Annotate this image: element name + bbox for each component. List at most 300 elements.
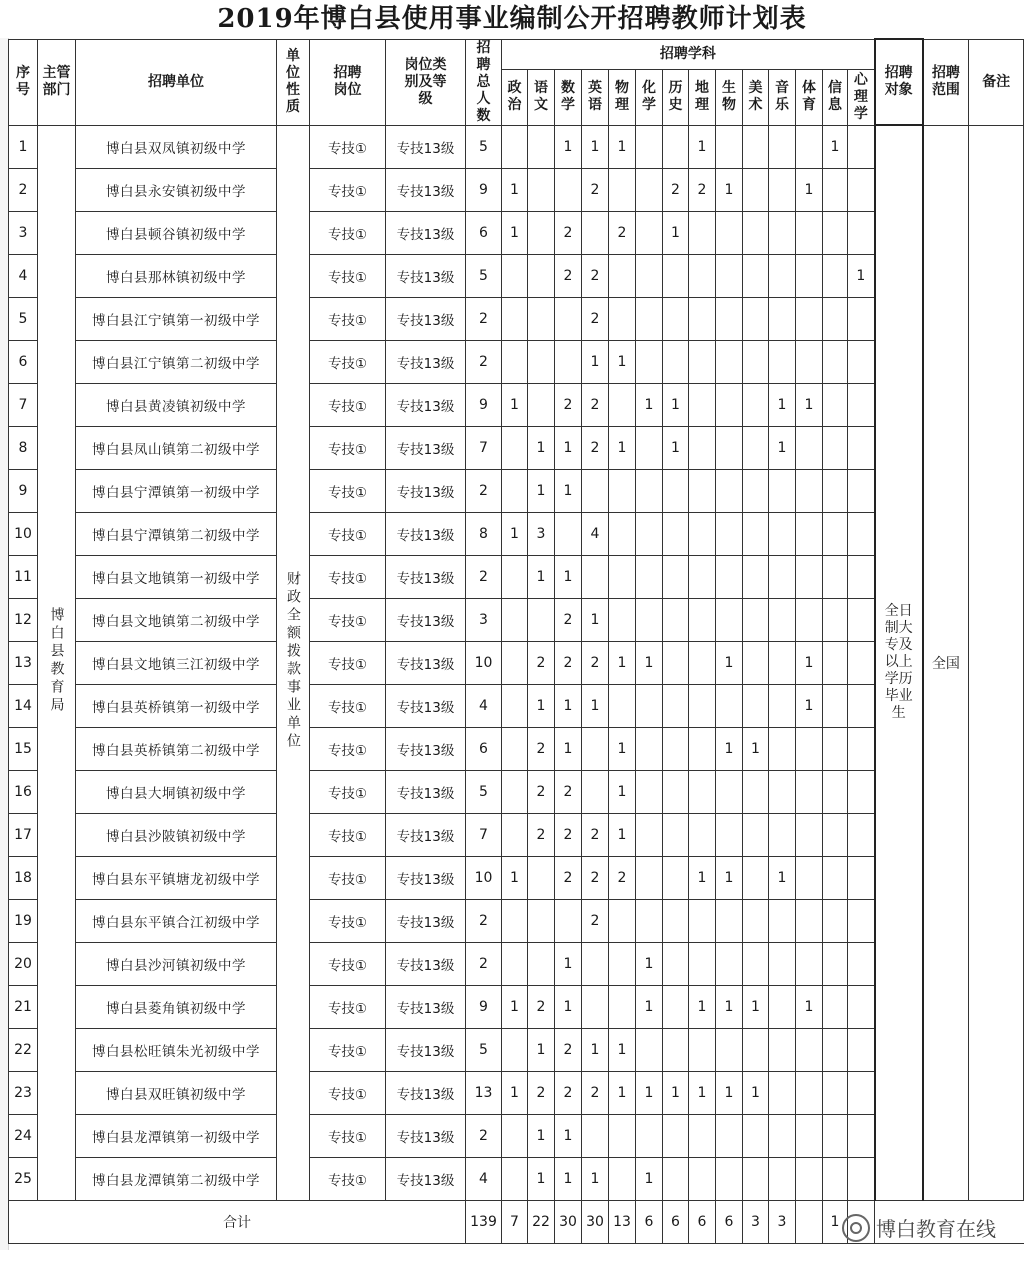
cell-total: 2 <box>466 297 502 340</box>
cell-subject-count <box>743 684 769 727</box>
cell-post: 专技① <box>310 469 386 512</box>
cell-subject-count: 2 <box>582 254 609 297</box>
cell-subject-count <box>823 899 848 942</box>
total-subject-count: 30 <box>555 1200 582 1243</box>
cell-unit: 博白县凤山镇第二初级中学 <box>76 426 277 469</box>
cell-unit: 博白县东平镇合江初级中学 <box>76 899 277 942</box>
cell-subject-count <box>502 555 528 598</box>
cell-subject-count: 1 <box>609 813 636 856</box>
cell-subject-count: 2 <box>555 1071 582 1114</box>
cell-subject-count: 1 <box>609 1028 636 1071</box>
cell-grade: 专技13级 <box>386 684 466 727</box>
cell-subject-count <box>769 168 796 211</box>
cell-seq: 1 <box>9 125 38 168</box>
cell-subject-count <box>769 899 796 942</box>
cell-subject-count: 1 <box>769 856 796 899</box>
cell-unit: 博白县沙陂镇初级中学 <box>76 813 277 856</box>
total-subject-count: 6 <box>689 1200 716 1243</box>
cell-subject-count <box>663 985 689 1028</box>
cell-dept: 博白县教育局 <box>38 125 76 1200</box>
cell-subject-count: 1 <box>636 1071 663 1114</box>
table-row <box>9 1114 1024 1157</box>
cell-subject-count: 1 <box>743 985 769 1028</box>
cell-subject-count <box>823 813 848 856</box>
cell-total: 5 <box>466 254 502 297</box>
cell-subject-count <box>823 469 848 512</box>
cell-subject-count <box>663 641 689 684</box>
cell-subject-count: 1 <box>636 641 663 684</box>
cell-subject-count <box>769 512 796 555</box>
cell-seq: 7 <box>9 383 38 426</box>
cell-subject-count <box>743 512 769 555</box>
cell-subject-count <box>663 727 689 770</box>
cell-subject-count <box>502 727 528 770</box>
cell-subject-count <box>689 1028 716 1071</box>
cell-subject-count <box>528 942 555 985</box>
cell-subject-count: 1 <box>663 211 689 254</box>
cell-subject-count <box>636 727 663 770</box>
total-subject-count <box>796 1200 823 1243</box>
cell-subject-count: 2 <box>582 168 609 211</box>
cell-subject-count <box>848 727 875 770</box>
cell-subject-count: 2 <box>582 426 609 469</box>
cell-subject-count: 1 <box>609 426 636 469</box>
cell-subject-count: 1 <box>609 340 636 383</box>
cell-subject-count <box>609 1157 636 1200</box>
cell-subject-count <box>663 469 689 512</box>
cell-post: 专技① <box>310 942 386 985</box>
cell-post: 专技① <box>310 340 386 383</box>
recruitment-plan-table <box>8 38 1020 1250</box>
cell-subject-count <box>769 813 796 856</box>
cell-seq: 6 <box>9 340 38 383</box>
cell-unit: 博白县文地镇第一初级中学 <box>76 555 277 598</box>
cell-subject-count: 1 <box>796 168 823 211</box>
cell-subject-count <box>716 899 743 942</box>
cell-post: 专技① <box>310 813 386 856</box>
cell-subject-count <box>609 297 636 340</box>
header-scope: 招聘范围 <box>923 39 969 125</box>
cell-subject-count <box>716 598 743 641</box>
header-subject: 地理 <box>689 70 716 125</box>
cell-subject-count: 1 <box>743 1071 769 1114</box>
cell-grade: 专技13级 <box>386 727 466 770</box>
total-subject-count: 6 <box>636 1200 663 1243</box>
cell-unit: 博白县宁潭镇第一初级中学 <box>76 469 277 512</box>
cell-total: 6 <box>466 727 502 770</box>
cell-subject-count <box>823 641 848 684</box>
header-subject: 体育 <box>796 70 823 125</box>
cell-subject-count <box>796 770 823 813</box>
cell-subject-count <box>716 297 743 340</box>
cell-post: 专技① <box>310 297 386 340</box>
cell-subject-count <box>743 899 769 942</box>
cell-subject-count <box>848 641 875 684</box>
total-subject-count: 3 <box>743 1200 769 1243</box>
cell-subject-count <box>716 1114 743 1157</box>
header-nature: 单位性质 <box>277 39 310 125</box>
cell-seq: 11 <box>9 555 38 598</box>
cell-subject-count <box>502 297 528 340</box>
total-subject-count: 3 <box>769 1200 796 1243</box>
cell-subject-count <box>609 254 636 297</box>
cell-subject-count <box>848 426 875 469</box>
cell-subject-count: 2 <box>528 813 555 856</box>
cell-grade: 专技13级 <box>386 211 466 254</box>
cell-subject-count <box>823 1028 848 1071</box>
cell-subject-count <box>636 297 663 340</box>
cell-subject-count <box>663 555 689 598</box>
cell-subject-count: 1 <box>528 1114 555 1157</box>
cell-subject-count: 2 <box>609 211 636 254</box>
cell-subject-count <box>716 512 743 555</box>
cell-subject-count <box>636 340 663 383</box>
cell-subject-count <box>502 813 528 856</box>
cell-subject-count <box>796 942 823 985</box>
cell-subject-count: 1 <box>555 727 582 770</box>
total-label: 合计 <box>9 1200 466 1243</box>
cell-subject-count <box>689 684 716 727</box>
cell-subject-count <box>848 1114 875 1157</box>
cell-unit: 博白县沙河镇初级中学 <box>76 942 277 985</box>
total-subject-count: 6 <box>716 1200 743 1243</box>
cell-subject-count: 1 <box>716 1071 743 1114</box>
cell-subject-count <box>663 598 689 641</box>
cell-subject-count <box>848 1028 875 1071</box>
cell-total: 10 <box>466 856 502 899</box>
cell-subject-count: 1 <box>502 985 528 1028</box>
cell-subject-count <box>502 641 528 684</box>
cell-subject-count <box>743 598 769 641</box>
cell-grade: 专技13级 <box>386 555 466 598</box>
cell-subject-count <box>769 1157 796 1200</box>
cell-total: 9 <box>466 985 502 1028</box>
cell-subject-count: 2 <box>582 383 609 426</box>
cell-subject-count <box>502 340 528 383</box>
cell-subject-count: 2 <box>555 856 582 899</box>
cell-subject-count <box>743 856 769 899</box>
table-row <box>9 340 1024 383</box>
cell-subject-count <box>636 512 663 555</box>
cell-grade: 专技13级 <box>386 942 466 985</box>
cell-subject-count <box>528 856 555 899</box>
cell-total: 2 <box>466 899 502 942</box>
cell-subject-count: 1 <box>528 469 555 512</box>
cell-subject-count <box>769 254 796 297</box>
cell-subject-count: 1 <box>555 555 582 598</box>
cell-subject-count <box>796 426 823 469</box>
cell-subject-count <box>823 1157 848 1200</box>
cell-post: 专技① <box>310 426 386 469</box>
cell-post: 专技① <box>310 1071 386 1114</box>
cell-subject-count: 1 <box>582 598 609 641</box>
cell-subject-count <box>636 899 663 942</box>
cell-post: 专技① <box>310 641 386 684</box>
cell-subject-count <box>769 942 796 985</box>
header-subject: 生物 <box>716 70 743 125</box>
cell-subject-count <box>636 1114 663 1157</box>
cell-subject-count <box>689 770 716 813</box>
cell-seq: 2 <box>9 168 38 211</box>
cell-grade: 专技13级 <box>386 254 466 297</box>
cell-subject-count <box>743 1157 769 1200</box>
cell-subject-count <box>823 426 848 469</box>
cell-subject-count <box>663 512 689 555</box>
cell-subject-count: 1 <box>663 1071 689 1114</box>
cell-subject-count <box>796 555 823 598</box>
total-subject-count: 6 <box>663 1200 689 1243</box>
cell-subject-count: 1 <box>555 469 582 512</box>
cell-subject-count: 1 <box>796 383 823 426</box>
cell-subject-count <box>848 1157 875 1200</box>
cell-subject-count <box>555 168 582 211</box>
cell-subject-count <box>528 254 555 297</box>
cell-subject-count <box>636 684 663 727</box>
cell-subject-count <box>716 770 743 813</box>
cell-grade: 专技13级 <box>386 770 466 813</box>
cell-subject-count <box>823 856 848 899</box>
cell-grade: 专技13级 <box>386 899 466 942</box>
cell-subject-count <box>743 641 769 684</box>
table-row <box>9 297 1024 340</box>
cell-subject-count <box>769 641 796 684</box>
cell-remark <box>969 125 1024 1200</box>
cell-subject-count <box>743 383 769 426</box>
cell-subject-count: 1 <box>502 512 528 555</box>
cell-subject-count: 1 <box>528 684 555 727</box>
cell-subject-count <box>528 598 555 641</box>
cell-seq: 20 <box>9 942 38 985</box>
cell-subject-count <box>663 770 689 813</box>
cell-unit: 博白县龙潭镇第二初级中学 <box>76 1157 277 1200</box>
cell-subject-count: 2 <box>689 168 716 211</box>
cell-total: 7 <box>466 813 502 856</box>
table-row <box>9 856 1024 899</box>
header-subject: 心理学 <box>848 70 875 125</box>
cell-post: 专技① <box>310 985 386 1028</box>
cell-subject-count: 4 <box>582 512 609 555</box>
cell-subject-count <box>823 684 848 727</box>
cell-subject-count <box>636 211 663 254</box>
cell-subject-count <box>796 125 823 168</box>
cell-subject-count: 2 <box>528 641 555 684</box>
cell-subject-count <box>716 211 743 254</box>
table-row <box>9 211 1024 254</box>
header-subject: 化学 <box>636 70 663 125</box>
cell-subject-count: 2 <box>609 856 636 899</box>
table-row <box>9 899 1024 942</box>
cell-grade: 专技13级 <box>386 340 466 383</box>
cell-unit: 博白县那林镇初级中学 <box>76 254 277 297</box>
cell-total: 2 <box>466 555 502 598</box>
cell-total: 9 <box>466 168 502 211</box>
cell-subject-count: 2 <box>555 770 582 813</box>
cell-subject-count: 1 <box>823 125 848 168</box>
cell-subject-count <box>502 684 528 727</box>
cell-unit: 博白县宁潭镇第二初级中学 <box>76 512 277 555</box>
cell-unit: 博白县英桥镇第一初级中学 <box>76 684 277 727</box>
cell-subject-count <box>689 340 716 383</box>
header-subjects-group: 招聘学科 <box>502 39 875 70</box>
cell-unit: 博白县大垌镇初级中学 <box>76 770 277 813</box>
cell-subject-count: 1 <box>716 985 743 1028</box>
cell-subject-count <box>689 555 716 598</box>
cell-seq: 12 <box>9 598 38 641</box>
cell-subject-count <box>528 125 555 168</box>
cell-subject-count: 3 <box>528 512 555 555</box>
cell-subject-count: 1 <box>502 383 528 426</box>
table-row <box>9 641 1024 684</box>
cell-subject-count: 1 <box>636 942 663 985</box>
header-subject: 数学 <box>555 70 582 125</box>
table-row <box>9 555 1024 598</box>
cell-seq: 3 <box>9 211 38 254</box>
cell-subject-count <box>769 684 796 727</box>
cell-subject-count: 2 <box>555 641 582 684</box>
cell-subject-count <box>848 813 875 856</box>
cell-subject-count: 1 <box>689 125 716 168</box>
cell-subject-count <box>716 340 743 383</box>
cell-subject-count: 1 <box>502 168 528 211</box>
cell-subject-count <box>636 856 663 899</box>
cell-grade: 专技13级 <box>386 641 466 684</box>
cell-subject-count <box>716 426 743 469</box>
watermark-text: 博白教育在线 <box>876 1217 996 1241</box>
cell-post: 专技① <box>310 383 386 426</box>
cell-unit: 博白县菱角镇初级中学 <box>76 985 277 1028</box>
cell-subject-count: 1 <box>502 1071 528 1114</box>
cell-subject-count <box>796 297 823 340</box>
cell-subject-count <box>823 168 848 211</box>
total-subject-count: 30 <box>582 1200 609 1243</box>
cell-subject-count <box>609 555 636 598</box>
cell-subject-count: 1 <box>796 985 823 1028</box>
cell-seq: 21 <box>9 985 38 1028</box>
table-row <box>9 254 1024 297</box>
cell-subject-count: 2 <box>582 813 609 856</box>
cell-subject-count <box>769 340 796 383</box>
cell-subject-count: 1 <box>663 426 689 469</box>
cell-subject-count <box>716 1157 743 1200</box>
cell-subject-count <box>528 899 555 942</box>
cell-total: 5 <box>466 770 502 813</box>
cell-subject-count <box>796 899 823 942</box>
cell-subject-count <box>689 813 716 856</box>
cell-grade: 专技13级 <box>386 598 466 641</box>
cell-subject-count <box>689 899 716 942</box>
cell-subject-count <box>743 168 769 211</box>
cell-subject-count <box>823 1114 848 1157</box>
cell-post: 专技① <box>310 1114 386 1157</box>
header-unit: 招聘单位 <box>76 39 277 125</box>
cell-subject-count <box>689 598 716 641</box>
cell-unit: 博白县松旺镇朱光初级中学 <box>76 1028 277 1071</box>
cell-post: 专技① <box>310 598 386 641</box>
header-post: 招聘岗位 <box>310 39 386 125</box>
cell-subject-count <box>848 1071 875 1114</box>
cell-subject-count: 2 <box>582 1071 609 1114</box>
cell-subject-count <box>796 211 823 254</box>
cell-subject-count <box>769 211 796 254</box>
cell-seq: 23 <box>9 1071 38 1114</box>
cell-subject-count <box>502 598 528 641</box>
table-row <box>9 125 1024 168</box>
total-subject-count: 13 <box>609 1200 636 1243</box>
cell-subject-count <box>636 1028 663 1071</box>
cell-subject-count <box>743 426 769 469</box>
cell-total: 13 <box>466 1071 502 1114</box>
total-subject-count: 1 <box>823 1200 848 1243</box>
cell-subject-count <box>636 598 663 641</box>
cell-subject-count <box>796 727 823 770</box>
cell-unit: 博白县顿谷镇初级中学 <box>76 211 277 254</box>
cell-subject-count <box>609 469 636 512</box>
cell-subject-count <box>663 1028 689 1071</box>
cell-subject-count <box>582 211 609 254</box>
cell-subject-count <box>716 383 743 426</box>
cell-subject-count: 2 <box>555 383 582 426</box>
cell-subject-count <box>582 555 609 598</box>
cell-subject-count <box>848 512 875 555</box>
cell-subject-count <box>848 125 875 168</box>
cell-subject-count <box>636 426 663 469</box>
cell-subject-count: 1 <box>528 426 555 469</box>
cell-subject-count <box>769 125 796 168</box>
cell-subject-count: 2 <box>555 813 582 856</box>
cell-seq: 9 <box>9 469 38 512</box>
cell-unit: 博白县双凤镇初级中学 <box>76 125 277 168</box>
cell-subject-count: 1 <box>689 985 716 1028</box>
header-grade: 岗位类别及等级 <box>386 39 466 125</box>
cell-grade: 专技13级 <box>386 1157 466 1200</box>
cell-seq: 22 <box>9 1028 38 1071</box>
cell-subject-count: 1 <box>582 125 609 168</box>
cell-subject-count: 1 <box>528 1028 555 1071</box>
cell-subject-count <box>848 340 875 383</box>
cell-subject-count <box>796 469 823 512</box>
cell-subject-count <box>769 1028 796 1071</box>
cell-subject-count: 1 <box>555 942 582 985</box>
cell-subject-count <box>796 254 823 297</box>
cell-subject-count <box>636 770 663 813</box>
cell-subject-count <box>796 1028 823 1071</box>
cell-grade: 专技13级 <box>386 1071 466 1114</box>
cell-target: 全日制大专及以上学历毕业生 <box>875 125 923 1200</box>
header-subject: 历史 <box>663 70 689 125</box>
cell-subject-count <box>663 1114 689 1157</box>
cell-post: 专技① <box>310 684 386 727</box>
cell-subject-count: 1 <box>609 770 636 813</box>
cell-subject-count <box>743 813 769 856</box>
cell-subject-count <box>689 512 716 555</box>
cell-subject-count <box>848 555 875 598</box>
cell-total: 5 <box>466 1028 502 1071</box>
cell-post: 专技① <box>310 770 386 813</box>
cell-total: 2 <box>466 942 502 985</box>
header-subject: 音乐 <box>769 70 796 125</box>
cell-total: 2 <box>466 340 502 383</box>
cell-subject-count <box>609 383 636 426</box>
cell-subject-count <box>848 856 875 899</box>
table-row <box>9 426 1024 469</box>
cell-subject-count <box>663 856 689 899</box>
cell-subject-count <box>502 899 528 942</box>
cell-subject-count <box>636 469 663 512</box>
cell-subject-count <box>796 1157 823 1200</box>
cell-subject-count <box>689 727 716 770</box>
cell-subject-count: 1 <box>502 856 528 899</box>
cell-subject-count <box>555 297 582 340</box>
